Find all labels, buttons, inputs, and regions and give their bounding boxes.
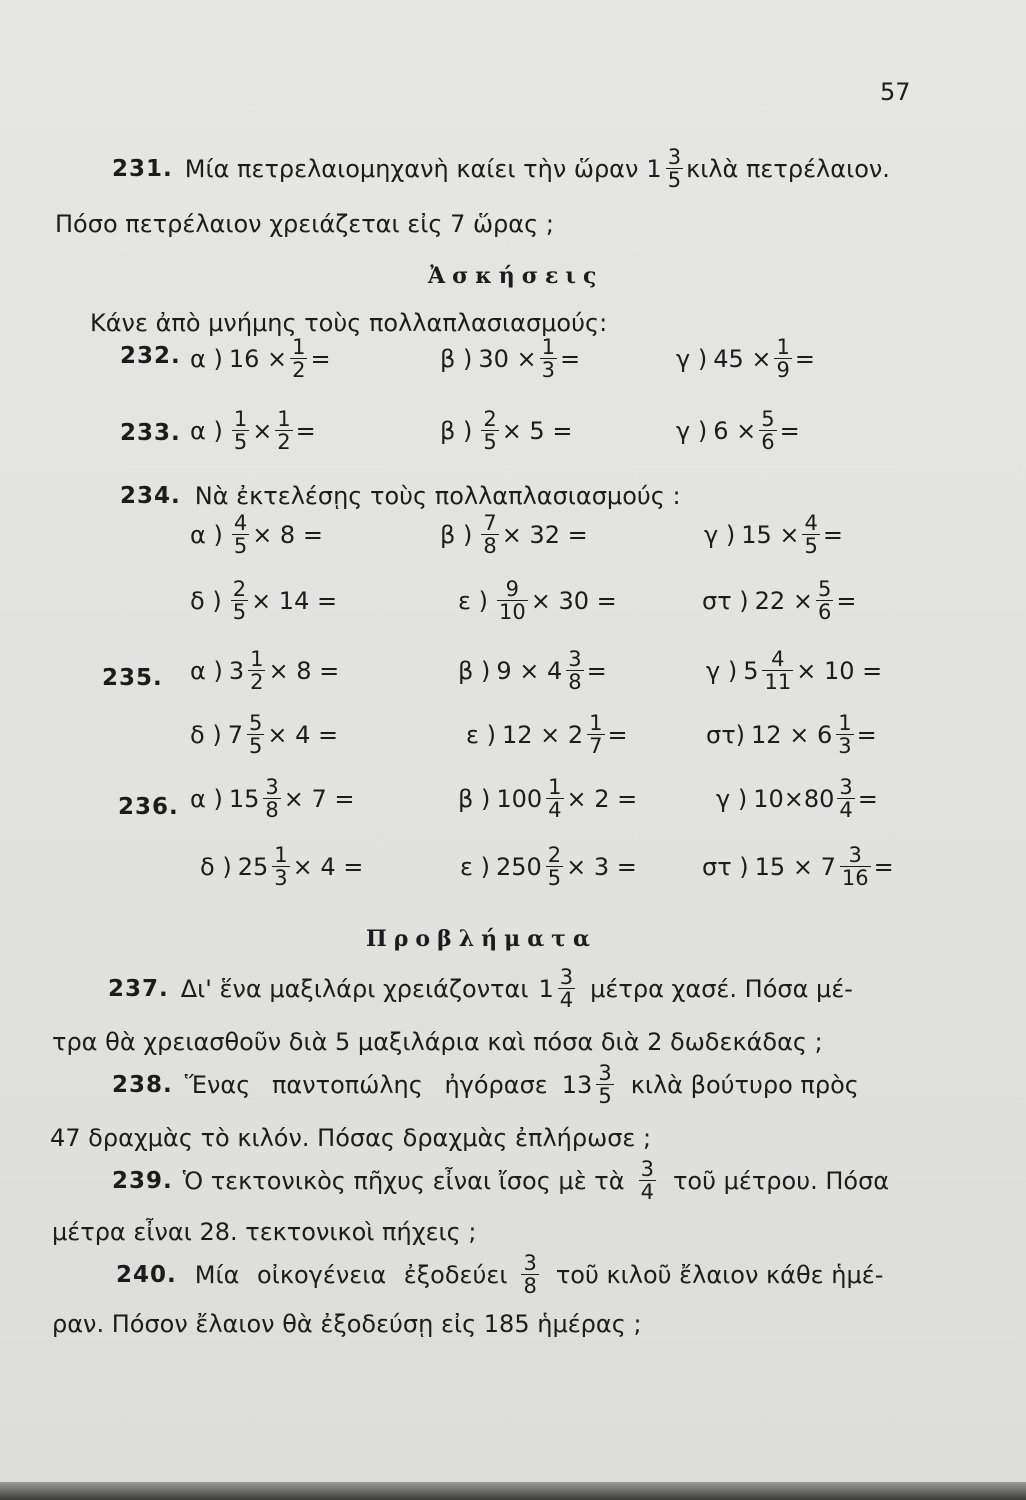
problem-240-line-2: ραν. Πόσον ἔλαιον θὰ ἐξοδεύσῃ εἰς 185 ἡμέρας ; (52, 1310, 642, 1338)
exercise-235-e: ε ) 12 × 2 $\frac{1}{7}$ = (466, 711, 628, 759)
exercise-234-c: γ ) 15 × $\frac{4}{5}$ = (704, 511, 843, 559)
problem-text: Ἕνας παντοπώλης ἠγόρασε (184, 1070, 548, 1099)
exercise-number: 235. (102, 665, 163, 691)
page-bottom-edge (0, 1482, 1026, 1500)
exercise-236-c: γ ) 10×80 $\frac{3}{4}$ = (716, 775, 878, 823)
problem-number: 238. (112, 1071, 173, 1098)
exercise-232-a: α ) 16 × $\frac{1}{2}$ = (190, 335, 331, 383)
exercise-233-a: α ) $\frac{1}{5}$ × $\frac{1}{2}$ = (190, 407, 316, 455)
problem-text: Μία οἰκογένεια ἐξοδεύει (194, 1260, 508, 1289)
mixed-whole: 1 (538, 974, 554, 1003)
exercise-236-e: ε ) 250 $\frac{2}{5}$ × 3 = (460, 843, 637, 891)
exercise-235-f: στ) 12 × 6 $\frac{1}{3}$ = (706, 711, 877, 759)
problem-text: Δι' ἕνα μαξιλάρι χρειάζονται (180, 974, 529, 1003)
fraction: $\frac{3}{4}$ (640, 1157, 654, 1205)
exercise-235-d: δ ) 7 $\frac{5}{5}$ × 4 = (190, 711, 339, 759)
problem-239-line-1 (112, 1158, 889, 1203)
problem-number: 239. (112, 1167, 173, 1194)
exercise-233-number (120, 420, 181, 446)
problem-text: μέτρα χασέ. Πόσα μέ- (590, 974, 853, 1003)
exercise-235-b: β ) 9 × 4 $\frac{3}{8}$ = (458, 647, 607, 695)
instruction-232: Κάνε ἀπὸ μνήμης τοὺς πολλαπλασιασμούς: (90, 309, 608, 337)
problem-237-line-2: τρα θὰ χρειασθοῦν διὰ 5 μαξιλάρια καὶ πόσα διὰ 2 δωδεκάδας ; (52, 1028, 823, 1056)
problem-238-line-2: 47 δραχμὰς τὸ κιλόν. Πόσας δραχμὰς ἐπλήρωσε ; (50, 1124, 652, 1152)
exercise-234-b: β ) $\frac{7}{8}$ × 32 = (440, 511, 588, 559)
heading-problems: Προβλήματα (366, 926, 597, 952)
exercise-235-a: α ) 3 $\frac{1}{2}$ × 8 = (190, 647, 340, 695)
exercise-number: 233. (120, 420, 181, 446)
exercise-number: 234. (120, 483, 181, 509)
exercise-236-number (118, 794, 179, 820)
problem-237-line-1 (108, 966, 853, 1011)
fraction: $\frac{3}{8}$ (523, 1251, 537, 1299)
exercise-234-f: στ ) 22 × $\frac{5}{6}$ = (702, 577, 857, 625)
exercise-233-b: β ) $\frac{2}{5}$ × 5 = (440, 407, 573, 455)
exercise-234-heading (120, 482, 681, 510)
exercise-232-b: β ) 30 × $\frac{1}{3}$ = (440, 335, 581, 383)
fraction: $\frac{3}{5}$ (667, 145, 682, 193)
problem-240-line-1 (116, 1252, 883, 1297)
exercise-233-c: γ ) 6 × $\frac{5}{6}$ = (676, 407, 800, 455)
problem-text: κιλὰ πετρέλαιον. (686, 154, 890, 183)
problem-number: 237. (108, 975, 169, 1002)
problem-text: τοῦ μέτρου. Πόσα (672, 1166, 890, 1195)
problem-231-line-2: Πόσο πετρέλαιον χρειάζεται εἰς 7 ὥρας ; (55, 210, 554, 238)
problem-number: 231. (112, 155, 173, 182)
problem-text: Ὁ τεκτονικὸς πῆχυς εἶναι ἴσος μὲ τὰ (182, 1166, 625, 1195)
instruction-234: Νὰ ἐκτελέσῃς τοὺς πολλαπλασιασμούς : (194, 482, 681, 510)
exercise-234-d: δ ) $\frac{2}{5}$ × 14 = (190, 577, 338, 625)
problem-231-line-1 (112, 146, 890, 191)
exercise-236-d: δ ) 25 $\frac{1}{3}$ × 4 = (200, 843, 364, 891)
mixed-whole: 13 (561, 1070, 593, 1099)
exercise-236-f: στ ) 15 × 7 $\frac{3}{16}$ = (702, 843, 894, 891)
page-number: 57 (880, 78, 911, 106)
exercise-236-a: α ) 15 $\frac{3}{8}$ × 7 = (190, 775, 355, 823)
exercise-232-c: γ ) 45 × $\frac{1}{9}$ = (676, 335, 815, 383)
problem-text: Μία πετρελαιομηχανὴ καίει τὴν ὥραν (184, 154, 639, 183)
exercise-235-c: γ ) 5 $\frac{4}{11}$ × 10 = (706, 647, 883, 695)
exercise-234-a: α ) $\frac{4}{5}$ × 8 = (190, 511, 323, 559)
exercise-number: 232. (120, 343, 181, 369)
mixed-whole: 1 (646, 154, 662, 183)
exercise-235-number (102, 665, 163, 691)
problem-number: 240. (116, 1261, 177, 1288)
problem-text: τοῦ κιλοῦ ἔλαιον κάθε ἡμέ- (555, 1260, 884, 1289)
fraction: $\frac{3}{5}$ (598, 1061, 612, 1109)
exercise-236-b: β ) 100 $\frac{1}{4}$ × 2 = (458, 775, 638, 823)
exercise-234-e: ε ) $\frac{9}{10}$ × 30 = (458, 577, 617, 625)
exercise-232-number (120, 343, 181, 369)
heading-exercises: Ἀσκήσεις (428, 263, 604, 289)
problem-text: κιλὰ βούτυρο πρὸς (630, 1070, 859, 1099)
exercise-number: 236. (118, 794, 179, 820)
problem-238-line-1 (112, 1062, 859, 1107)
fraction: $\frac{3}{4}$ (559, 965, 574, 1013)
problem-239-line-2: μέτρα εἶναι 28. τεκτονικοὶ πήχεις ; (52, 1218, 477, 1246)
